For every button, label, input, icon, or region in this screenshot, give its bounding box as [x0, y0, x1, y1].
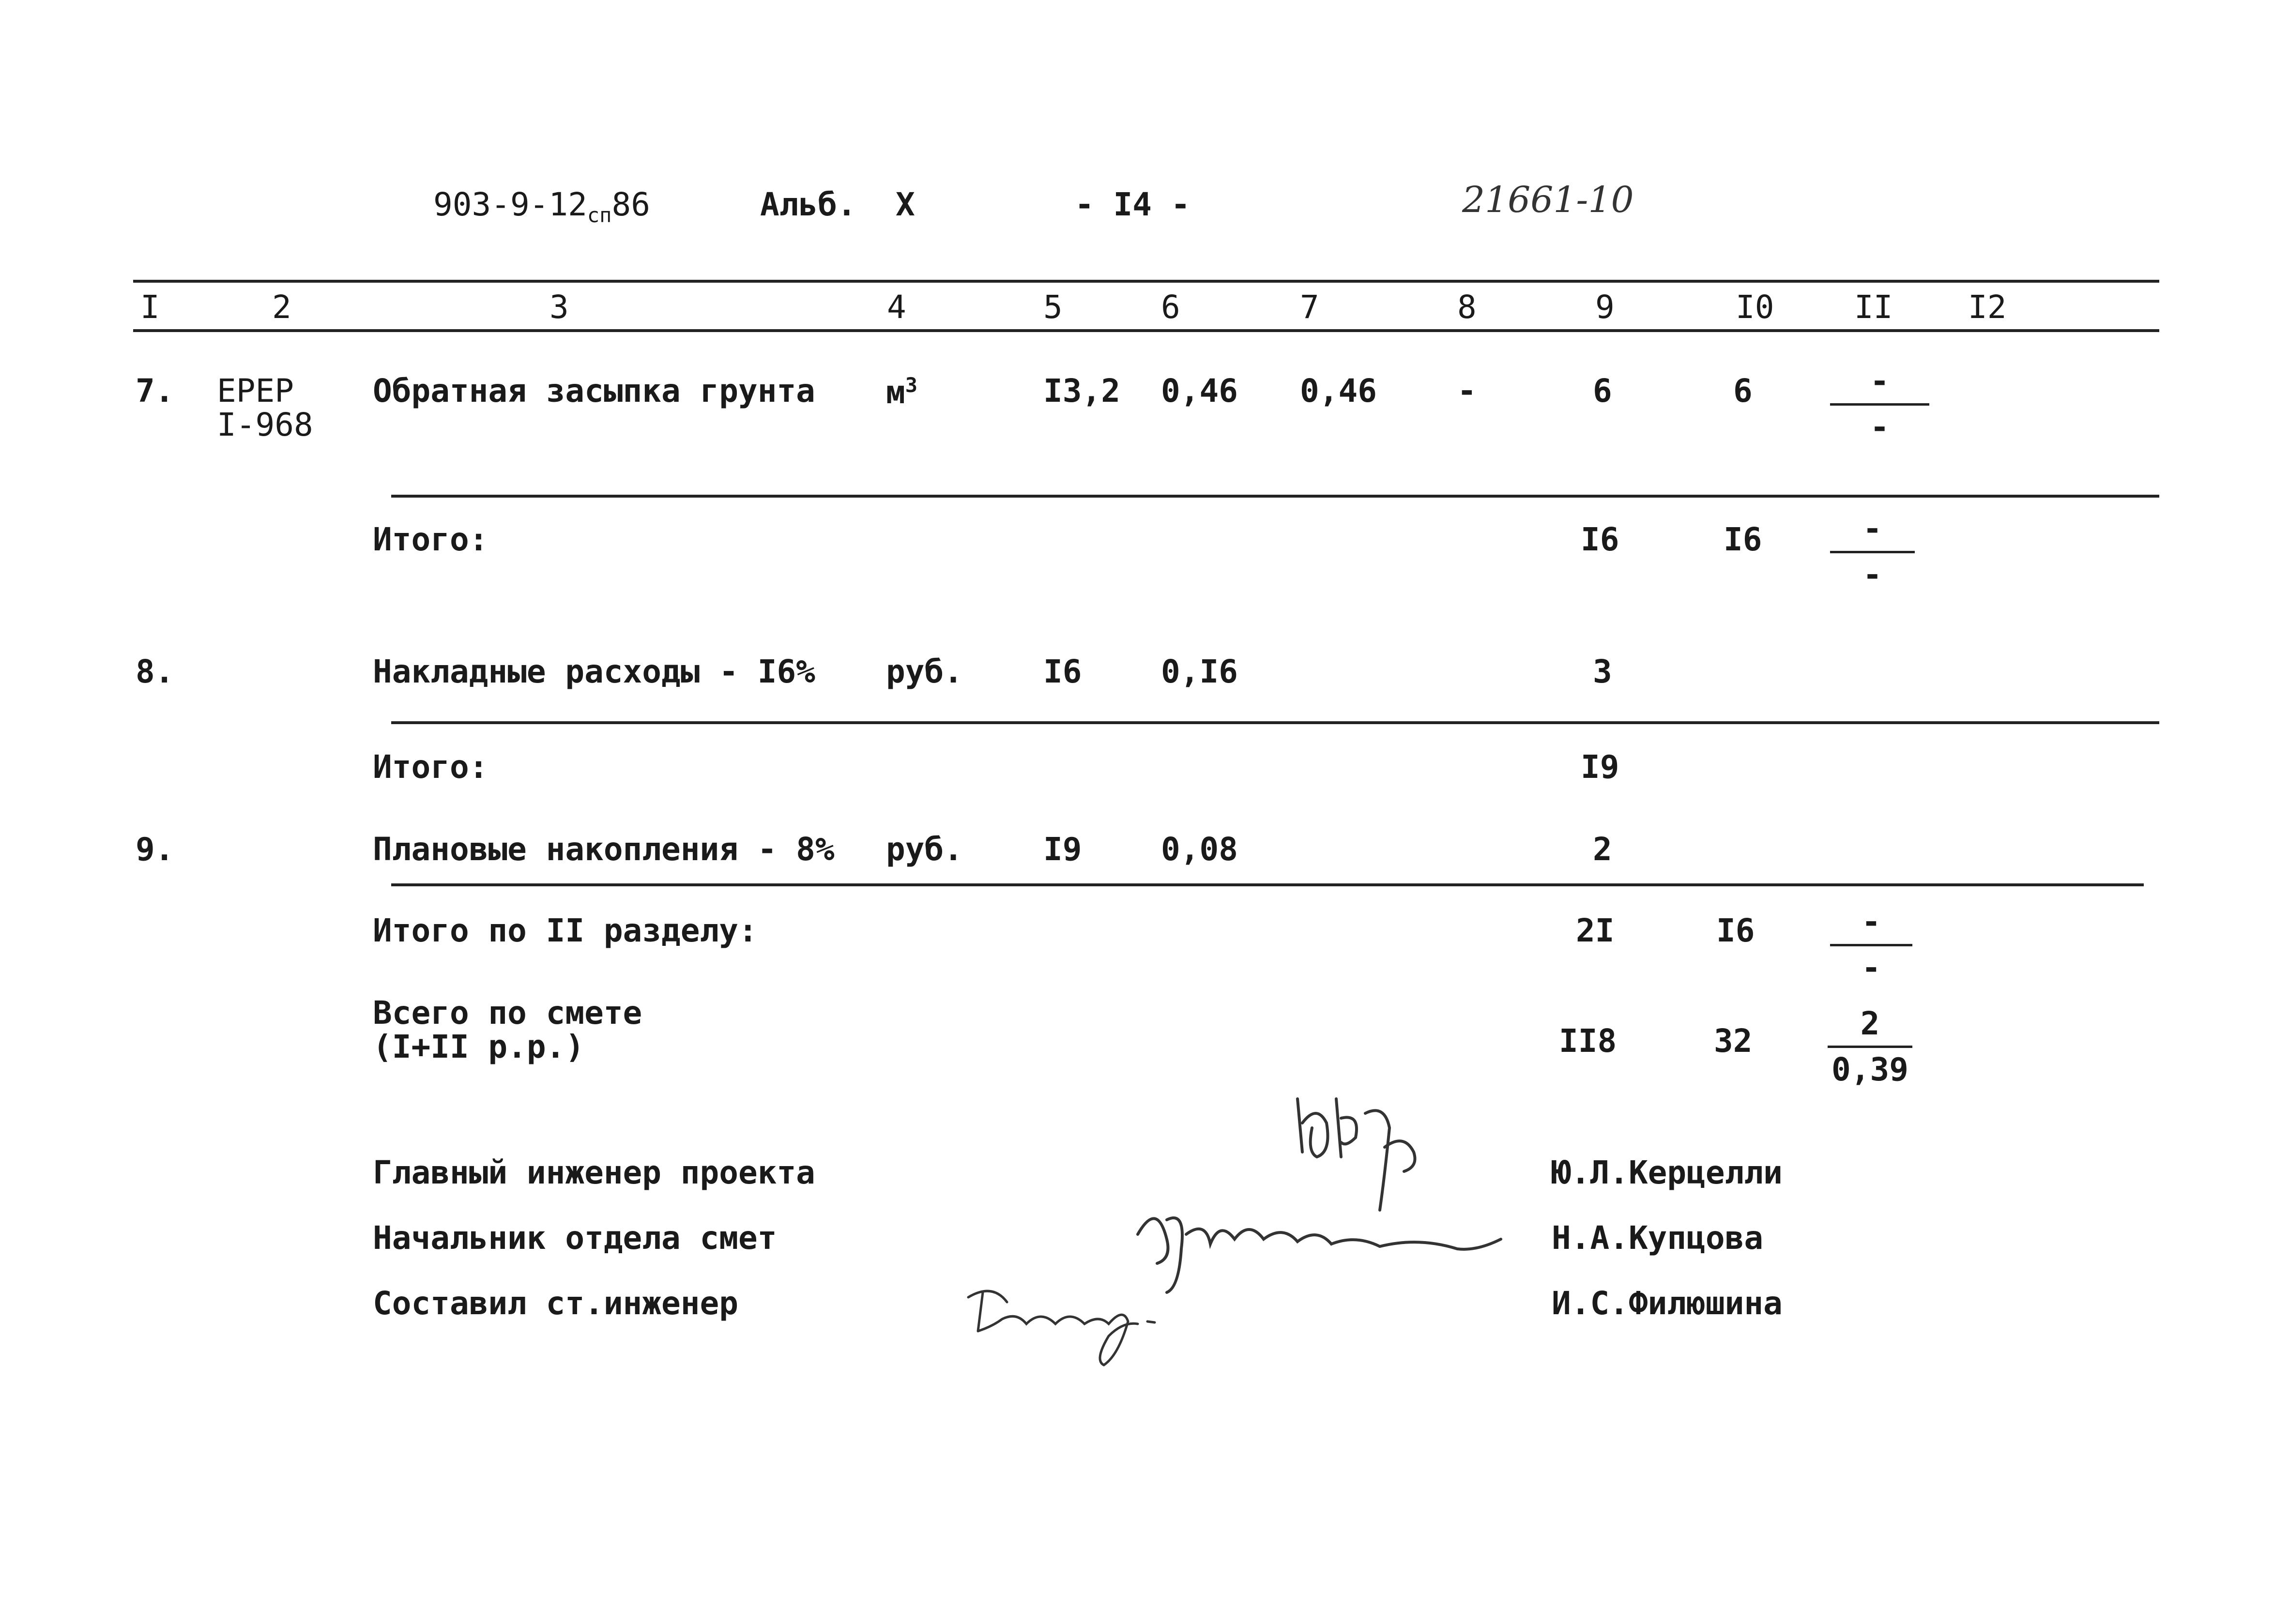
col-header-7: 7 [1300, 288, 1319, 326]
subtotal-1-col9: I6 [1581, 521, 1619, 558]
signature-name-chief-engineer: Ю.Л.Керцелли [1552, 1154, 1783, 1191]
grand-total-col10: 32 [1714, 1022, 1753, 1060]
row-8-col9: 3 [1593, 653, 1612, 690]
subtotal-2-label: Итого: [373, 748, 488, 786]
subtotal-1-col10: I6 [1724, 521, 1762, 558]
subtotal-3-col11-fraction: - - [1830, 906, 1912, 984]
row-7-number: 7. [136, 372, 174, 410]
row-7-name: Обратная засыпка грунта [373, 372, 815, 410]
col-header-3: 3 [549, 288, 569, 326]
col-header-9: 9 [1595, 288, 1615, 326]
row-8-number: 8. [136, 653, 174, 690]
signature-name-compiler: И.С.Филюшина [1552, 1285, 1783, 1322]
row-7-code-1: ЕРЕР [217, 372, 294, 410]
signature-role-chief-engineer: Главный инженер проекта [373, 1154, 815, 1191]
row-7-code-2: I-968 [217, 406, 313, 443]
row-7-rule [391, 495, 2159, 498]
row-7-col8: - [1457, 372, 1477, 410]
col-header-2: 2 [272, 288, 291, 326]
header-top-rule [133, 280, 2159, 283]
row-9-col6: 0,08 [1161, 831, 1238, 868]
subtotal-1-label: Итого: [373, 521, 488, 558]
row-9-col9: 2 [1593, 831, 1612, 868]
row-9-name: Плановые накопления - 8% [373, 831, 835, 868]
row-9-col5: I9 [1043, 831, 1082, 868]
row-7-col5: I3,2 [1043, 372, 1120, 410]
row-8-name: Накладные расходы - I6% [373, 653, 815, 690]
signature-mark-estimates-head [1128, 1191, 1515, 1297]
row-7-col11-fraction: - - [1830, 365, 1929, 443]
row-9-rule [391, 883, 2144, 886]
subtotal-3-col9: 2I [1576, 912, 1615, 949]
row-7-col7: 0,46 [1300, 372, 1377, 410]
row-8-unit: руб. [886, 653, 963, 690]
album-number: X [896, 186, 915, 223]
grand-total-col9: II8 [1559, 1022, 1617, 1060]
row-7-col6: 0,46 [1161, 372, 1238, 410]
row-9-number: 9. [136, 831, 174, 868]
row-8-col6: 0,I6 [1161, 653, 1238, 690]
row-7-unit: $м^3$ [886, 373, 918, 411]
col-header-1: I [140, 288, 160, 326]
doc-code: $903-9-12_{сп}86$ [433, 186, 650, 228]
handwritten-number: 21661-10 [1462, 179, 1634, 221]
grand-total-label-2: (I+II р.р.) [373, 1028, 585, 1065]
page-number: - I4 - [1075, 186, 1190, 223]
row-8-rule [391, 721, 2159, 724]
signature-role-estimates-head: Начальник отдела смет [373, 1219, 777, 1257]
row-7-col9: 6 [1593, 372, 1612, 410]
col-header-10: I0 [1736, 288, 1774, 326]
signature-role-compiler: Составил ст.инженер [373, 1285, 738, 1322]
album-label: Альб. [760, 186, 856, 223]
row-7-col10: 6 [1733, 372, 1753, 410]
col-header-11: II [1854, 288, 1893, 326]
col-header-6: 6 [1161, 288, 1180, 326]
row-8-col5: I6 [1043, 653, 1082, 690]
subtotal-1-col11-fraction: - - [1830, 513, 1915, 591]
grand-total-label-1: Всего по смете [373, 994, 642, 1032]
grand-total-col11-fraction: 2 0,39 [1828, 1008, 1912, 1086]
header-bottom-rule [133, 329, 2159, 332]
col-header-8: 8 [1457, 288, 1477, 326]
col-header-12: I2 [1968, 288, 2007, 326]
signature-name-estimates-head: Н.А.Купцова [1552, 1219, 1764, 1257]
subtotal-2-col9: I9 [1581, 748, 1619, 786]
subtotal-3-col10: I6 [1716, 912, 1755, 949]
col-header-5: 5 [1043, 288, 1063, 326]
subtotal-3-label: Итого по II разделу: [373, 912, 758, 949]
row-9-unit: руб. [886, 831, 963, 868]
signature-mark-compiler [963, 1278, 1186, 1375]
col-header-4: 4 [887, 288, 906, 326]
